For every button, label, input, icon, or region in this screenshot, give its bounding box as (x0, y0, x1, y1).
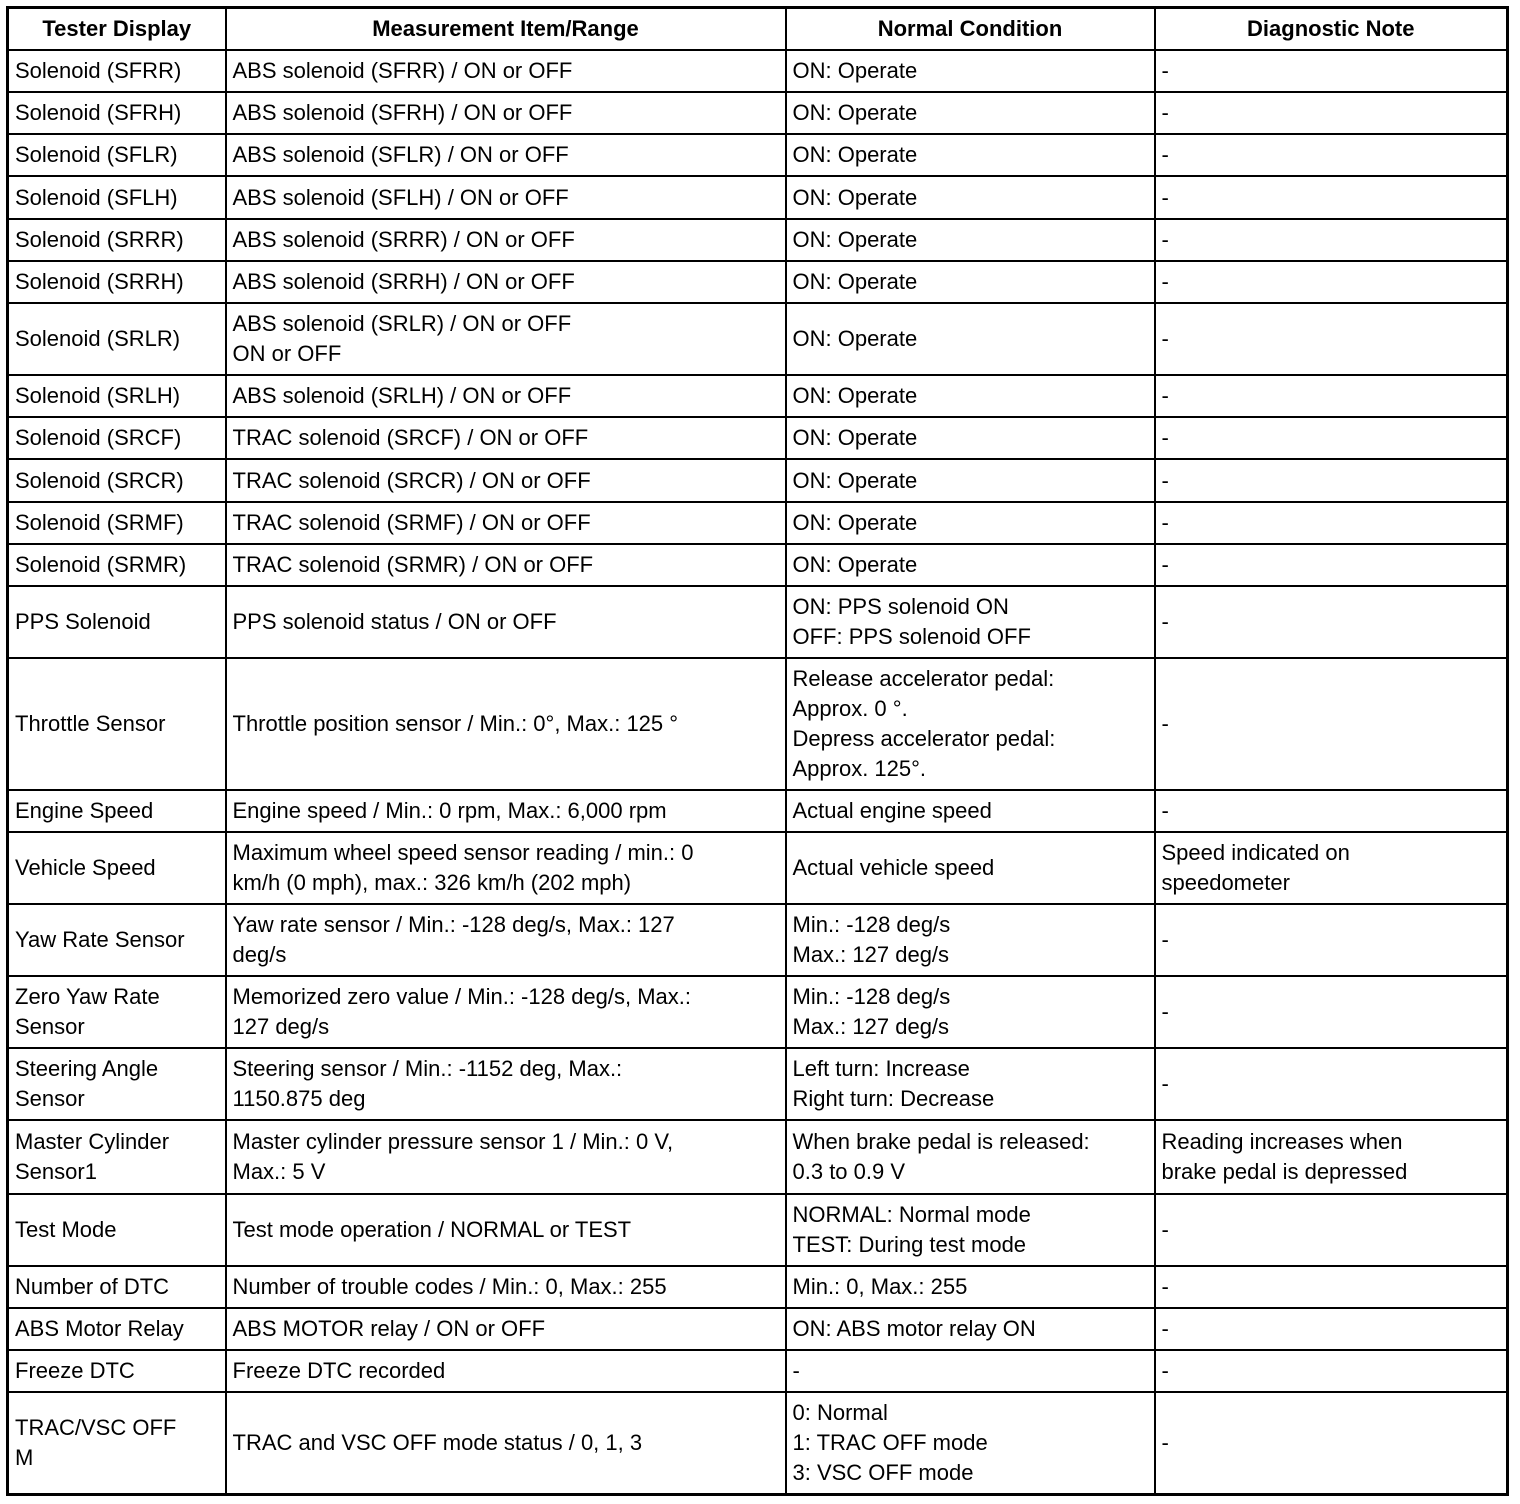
diagnostic-note-cell: - (1155, 261, 1508, 303)
normal-condition-cell: ON: Operate (786, 544, 1155, 586)
table-row (8, 1266, 1508, 1308)
measurement-cell: Steering sensor / Min.: -1152 deg, Max.: 1150.875 deg (226, 1048, 786, 1120)
normal-condition-cell: When brake pedal is released: 0.3 to 0.9 V (786, 1120, 1155, 1194)
tester-display-cell: Solenoid (SRMR) (8, 544, 226, 586)
tester-display-cell: Freeze DTC (8, 1350, 226, 1392)
measurement-cell: Throttle position sensor / Min.: 0°, Max.: 125 ° (226, 658, 786, 790)
header-row (8, 8, 1508, 51)
normal-condition-cell: - (786, 1350, 1155, 1392)
normal-condition-cell: ON: Operate (786, 50, 1155, 92)
tester-display-cell: Engine Speed (8, 790, 226, 832)
measurement-cell: Master cylinder pressure sensor 1 / Min.: 0 V, Max.: 5 V (226, 1120, 786, 1194)
tester-display-cell: PPS Solenoid (8, 586, 226, 658)
normal-condition-cell: ON: Operate (786, 176, 1155, 219)
normal-condition-cell: ON: Operate (786, 417, 1155, 459)
table-row (8, 92, 1508, 134)
measurement-cell: TRAC solenoid (SRCF) / ON or OFF (226, 417, 786, 459)
measurement-cell: ABS solenoid (SFRR) / ON or OFF (226, 50, 786, 92)
normal-condition-cell: ON: Operate (786, 261, 1155, 303)
diagnostic-note-cell: - (1155, 459, 1508, 502)
diagnostic-note-cell: - (1155, 1392, 1508, 1494)
diagnostic-note-cell: - (1155, 502, 1508, 544)
table-row (8, 658, 1508, 790)
diagnostic-note-cell: - (1155, 1266, 1508, 1308)
table-row (8, 1048, 1508, 1120)
diagnostic-note-cell: - (1155, 134, 1508, 176)
diagnostic-data-table (6, 6, 1509, 1496)
normal-condition-cell: NORMAL: Normal mode TEST: During test mode (786, 1194, 1155, 1266)
tester-display-cell: Steering Angle Sensor (8, 1048, 226, 1120)
tester-display-cell: Solenoid (SRLH) (8, 375, 226, 417)
normal-condition-cell: Min.: 0, Max.: 255 (786, 1266, 1155, 1308)
diagnostic-note-cell: - (1155, 176, 1508, 219)
normal-condition-cell: ON: Operate (786, 375, 1155, 417)
diagnostic-note-cell: - (1155, 1308, 1508, 1350)
header-diagnostic-note: Diagnostic Note (1155, 8, 1508, 51)
tester-display-cell: Yaw Rate Sensor (8, 904, 226, 976)
measurement-cell: TRAC solenoid (SRCR) / ON or OFF (226, 459, 786, 502)
measurement-cell: ABS solenoid (SRRH) / ON or OFF (226, 261, 786, 303)
tester-display-cell: Solenoid (SRCR) (8, 459, 226, 502)
normal-condition-cell: ON: Operate (786, 502, 1155, 544)
table-row (8, 1120, 1508, 1194)
diagnostic-note-cell: - (1155, 1048, 1508, 1120)
normal-condition-cell: ON: Operate (786, 92, 1155, 134)
tester-display-cell: Throttle Sensor (8, 658, 226, 790)
measurement-cell: ABS solenoid (SRLR) / ON or OFF ON or OFF (226, 303, 786, 375)
table-row (8, 904, 1508, 976)
normal-condition-cell: Release accelerator pedal: Approx. 0 °. Depress accelerator pedal: Approx. 125°. (786, 658, 1155, 790)
tester-display-cell: Number of DTC (8, 1266, 226, 1308)
tester-display-cell: Solenoid (SFRH) (8, 92, 226, 134)
table-row (8, 1392, 1508, 1494)
diagnostic-note-cell: - (1155, 544, 1508, 586)
diagnostic-note-cell: - (1155, 1350, 1508, 1392)
table-row (8, 176, 1508, 219)
tester-display-cell: Solenoid (SFRR) (8, 50, 226, 92)
header-tester-display: Tester Display (8, 8, 226, 51)
diagnostic-note-cell: - (1155, 303, 1508, 375)
diagnostic-note-cell: Reading increases when brake pedal is depressed (1155, 1120, 1508, 1194)
measurement-cell: Engine speed / Min.: 0 rpm, Max.: 6,000 rpm (226, 790, 786, 832)
measurement-cell: TRAC and VSC OFF mode status / 0, 1, 3 (226, 1392, 786, 1494)
table-row (8, 976, 1508, 1048)
measurement-cell: TRAC solenoid (SRMR) / ON or OFF (226, 544, 786, 586)
measurement-cell: Yaw rate sensor / Min.: -128 deg/s, Max.: 127 deg/s (226, 904, 786, 976)
table-body (8, 50, 1508, 1494)
measurement-cell: ABS solenoid (SFRH) / ON or OFF (226, 92, 786, 134)
diagnostic-note-cell: - (1155, 976, 1508, 1048)
tester-display-cell: Master Cylinder Sensor1 (8, 1120, 226, 1194)
measurement-cell: TRAC solenoid (SRMF) / ON or OFF (226, 502, 786, 544)
normal-condition-cell: ON: Operate (786, 303, 1155, 375)
table-row (8, 1308, 1508, 1350)
normal-condition-cell: 0: Normal 1: TRAC OFF mode 3: VSC OFF mode (786, 1392, 1155, 1494)
tester-display-cell: Solenoid (SRRH) (8, 261, 226, 303)
diagnostic-note-cell: - (1155, 50, 1508, 92)
table-row (8, 303, 1508, 375)
table-row (8, 219, 1508, 261)
table-row (8, 1194, 1508, 1266)
tester-display-cell: Solenoid (SRRR) (8, 219, 226, 261)
diagnostic-note-cell: - (1155, 92, 1508, 134)
measurement-cell: Freeze DTC recorded (226, 1350, 786, 1392)
diagnostic-note-cell: - (1155, 1194, 1508, 1266)
tester-display-cell: Solenoid (SRMF) (8, 502, 226, 544)
diagnostic-note-cell: Speed indicated on speedometer (1155, 832, 1508, 904)
table-row (8, 832, 1508, 904)
diagnostic-note-cell: - (1155, 790, 1508, 832)
tester-display-cell: Solenoid (SRCF) (8, 417, 226, 459)
normal-condition-cell: ON: ABS motor relay ON (786, 1308, 1155, 1350)
normal-condition-cell: ON: Operate (786, 134, 1155, 176)
normal-condition-cell: Left turn: Increase Right turn: Decrease (786, 1048, 1155, 1120)
diagnostic-note-cell: - (1155, 375, 1508, 417)
table-row (8, 417, 1508, 459)
header-normal-condition: Normal Condition (786, 8, 1155, 51)
normal-condition-cell: ON: PPS solenoid ON OFF: PPS solenoid OFF (786, 586, 1155, 658)
normal-condition-cell: Min.: -128 deg/s Max.: 127 deg/s (786, 976, 1155, 1048)
table-row (8, 1350, 1508, 1392)
measurement-cell: Memorized zero value / Min.: -128 deg/s, Max.: 127 deg/s (226, 976, 786, 1048)
tester-display-cell: TRAC/VSC OFF M (8, 1392, 226, 1494)
table-row (8, 261, 1508, 303)
table-header (8, 8, 1508, 51)
diagnostic-note-cell: - (1155, 219, 1508, 261)
measurement-cell: Maximum wheel speed sensor reading / min.: 0 km/h (0 mph), max.: 326 km/h (202 mph) (226, 832, 786, 904)
measurement-cell: ABS solenoid (SRRR) / ON or OFF (226, 219, 786, 261)
measurement-cell: ABS MOTOR relay / ON or OFF (226, 1308, 786, 1350)
diagnostic-note-cell: - (1155, 658, 1508, 790)
measurement-cell: ABS solenoid (SRLH) / ON or OFF (226, 375, 786, 417)
tester-display-cell: ABS Motor Relay (8, 1308, 226, 1350)
measurement-cell: Number of trouble codes / Min.: 0, Max.: 255 (226, 1266, 786, 1308)
table-row (8, 459, 1508, 502)
table-row (8, 375, 1508, 417)
tester-display-cell: Solenoid (SFLR) (8, 134, 226, 176)
tester-display-cell: Zero Yaw Rate Sensor (8, 976, 226, 1048)
normal-condition-cell: Min.: -128 deg/s Max.: 127 deg/s (786, 904, 1155, 976)
normal-condition-cell: ON: Operate (786, 459, 1155, 502)
measurement-cell: ABS solenoid (SFLR) / ON or OFF (226, 134, 786, 176)
normal-condition-cell: Actual vehicle speed (786, 832, 1155, 904)
tester-display-cell: Vehicle Speed (8, 832, 226, 904)
table-row (8, 790, 1508, 832)
diagnostic-note-cell: - (1155, 904, 1508, 976)
tester-display-cell: Test Mode (8, 1194, 226, 1266)
table-row (8, 502, 1508, 544)
table-row (8, 134, 1508, 176)
measurement-cell: ABS solenoid (SFLH) / ON or OFF (226, 176, 786, 219)
tester-display-cell: Solenoid (SFLH) (8, 176, 226, 219)
measurement-cell: PPS solenoid status / ON or OFF (226, 586, 786, 658)
diagnostic-note-cell: - (1155, 586, 1508, 658)
tester-display-cell: Solenoid (SRLR) (8, 303, 226, 375)
measurement-cell: Test mode operation / NORMAL or TEST (226, 1194, 786, 1266)
normal-condition-cell: ON: Operate (786, 219, 1155, 261)
diagnostic-note-cell: - (1155, 417, 1508, 459)
table-row (8, 50, 1508, 92)
table-row (8, 544, 1508, 586)
table-row (8, 586, 1508, 658)
header-measurement-item-range: Measurement Item/Range (226, 8, 786, 51)
normal-condition-cell: Actual engine speed (786, 790, 1155, 832)
